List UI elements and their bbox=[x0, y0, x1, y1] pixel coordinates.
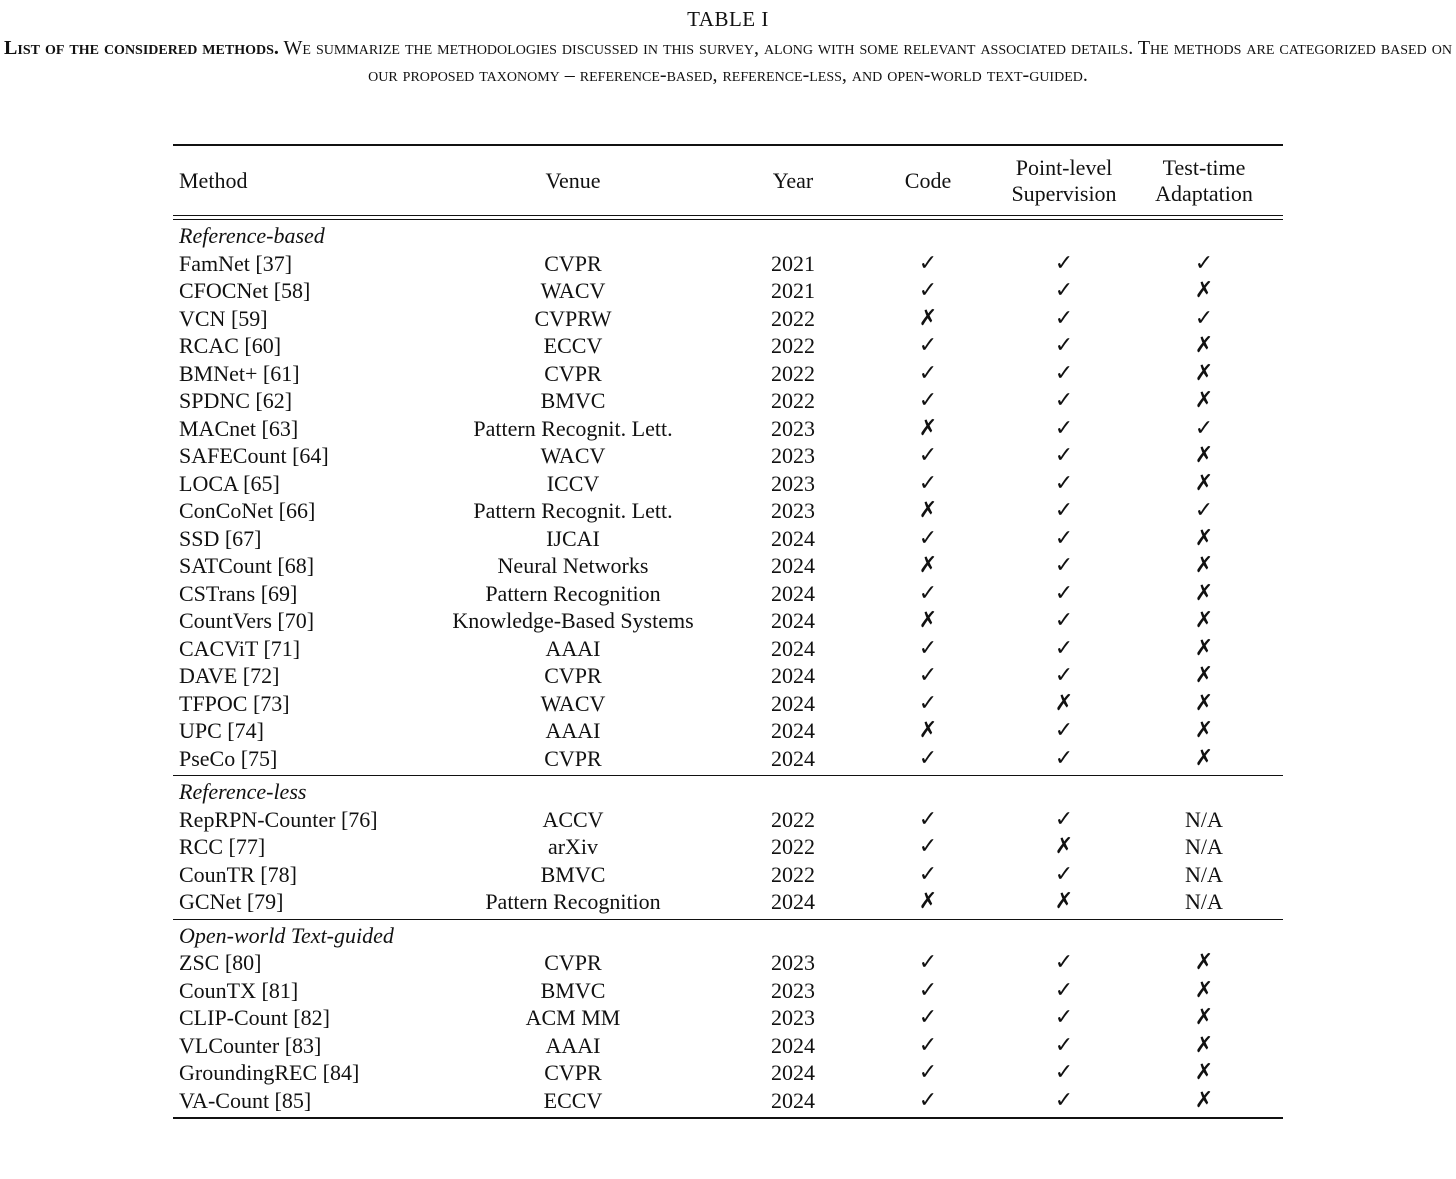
cell-year: 2022 bbox=[771, 806, 815, 832]
header-point-line1: Point-level bbox=[1015, 154, 1113, 180]
cell-year: 2024 bbox=[771, 608, 815, 633]
table-row bbox=[173, 305, 1283, 333]
cell-point-level-supervision: ✓ bbox=[1054, 608, 1074, 633]
cell-point-level-supervision: ✗ bbox=[1054, 834, 1074, 859]
cell-code: ✗ bbox=[918, 553, 938, 578]
table-row bbox=[173, 497, 1283, 525]
cell-code: ✓ bbox=[918, 861, 938, 887]
cell-test-time-adaptation: ✓ bbox=[1194, 250, 1214, 276]
cell-venue: Neural Networks bbox=[497, 553, 649, 578]
cell-year: 2023 bbox=[771, 977, 815, 1003]
cell-venue: BMVC bbox=[540, 388, 606, 413]
cell-method: LOCA [65] bbox=[179, 470, 280, 496]
cell-venue: WACV bbox=[540, 690, 606, 716]
caption-text: We summarize the methodologies discussed in this survey, along with some relevant associated details. The methods are categorized based on our proposed taxonomy – reference-based, reference-less, and open-world text-guided. bbox=[278, 37, 1452, 86]
cell-code: ✓ bbox=[918, 470, 938, 496]
table-row bbox=[173, 552, 1283, 580]
cell-venue: CVPRW bbox=[534, 305, 612, 331]
cell-point-level-supervision: ✓ bbox=[1054, 553, 1074, 578]
cell-year: 2022 bbox=[771, 834, 815, 859]
header-rule-1 bbox=[173, 215, 1283, 216]
bottom-rule bbox=[173, 1117, 1283, 1119]
table-row bbox=[173, 1032, 1283, 1060]
cell-test-time-adaptation: ✗ bbox=[1194, 1032, 1214, 1058]
table-row bbox=[173, 1004, 1283, 1032]
cell-test-time-adaptation: ✗ bbox=[1194, 333, 1214, 358]
cell-venue: ICCV bbox=[546, 470, 600, 496]
table-body bbox=[173, 220, 1283, 1119]
cell-year: 2024 bbox=[771, 889, 815, 914]
cell-code: ✓ bbox=[918, 333, 938, 358]
cell-venue: AAAI bbox=[545, 718, 601, 743]
section-title: Reference-based bbox=[179, 223, 325, 248]
header-test-time-adaptation bbox=[1125, 155, 1283, 207]
cell-method: CounTR [78] bbox=[179, 861, 297, 887]
table-row bbox=[173, 470, 1283, 498]
cell-year: 2024 bbox=[771, 580, 815, 606]
cell-method: DAVE [72] bbox=[179, 663, 280, 688]
cell-year: 2024 bbox=[771, 745, 815, 771]
cell-year: 2023 bbox=[771, 415, 815, 441]
table-row bbox=[173, 1059, 1283, 1087]
cell-point-level-supervision: ✓ bbox=[1054, 950, 1074, 975]
cell-method: UPC [74] bbox=[179, 718, 264, 743]
table-row bbox=[173, 1087, 1283, 1115]
cell-code: ✓ bbox=[918, 834, 938, 859]
table-row bbox=[173, 861, 1283, 889]
cell-code: ✓ bbox=[918, 1005, 938, 1030]
cell-point-level-supervision: ✓ bbox=[1054, 1060, 1074, 1085]
cell-code: ✗ bbox=[918, 889, 938, 914]
cell-code: ✓ bbox=[918, 278, 938, 303]
cell-code: ✓ bbox=[918, 690, 938, 716]
cell-test-time-adaptation: ✗ bbox=[1194, 690, 1214, 716]
cell-test-time-adaptation: ✗ bbox=[1194, 745, 1214, 771]
cell-method: VLCounter [83] bbox=[179, 1032, 322, 1058]
cell-method: CACViT [71] bbox=[179, 635, 301, 661]
cell-venue: ACM MM bbox=[525, 1005, 621, 1030]
header-venue: Venue bbox=[545, 167, 601, 193]
table-row bbox=[173, 277, 1283, 305]
table-row bbox=[173, 717, 1283, 745]
cell-code: ✓ bbox=[918, 745, 938, 771]
cell-point-level-supervision: ✓ bbox=[1054, 498, 1074, 523]
table-label: TABLE I bbox=[687, 7, 769, 31]
cell-venue: ACCV bbox=[542, 806, 604, 832]
cell-point-level-supervision: ✓ bbox=[1054, 305, 1074, 331]
caption-bold: List of the considered methods. bbox=[4, 37, 279, 59]
cell-venue: Pattern Recognit. Lett. bbox=[473, 498, 673, 523]
cell-year: 2023 bbox=[771, 1005, 815, 1030]
cell-point-level-supervision: ✓ bbox=[1054, 1087, 1074, 1113]
cell-test-time-adaptation: ✗ bbox=[1194, 553, 1214, 578]
cell-code: ✗ bbox=[918, 415, 938, 441]
cell-year: 2024 bbox=[771, 690, 815, 716]
cell-method: CSTrans [69] bbox=[179, 580, 298, 606]
table-section bbox=[173, 220, 1283, 775]
cell-method: RepRPN-Counter [76] bbox=[179, 806, 378, 832]
cell-point-level-supervision: ✓ bbox=[1054, 525, 1074, 551]
cell-venue: Pattern Recognition bbox=[485, 580, 661, 606]
section-title: Reference-less bbox=[179, 779, 307, 804]
cell-code: ✓ bbox=[918, 580, 938, 606]
cell-method: CLIP-Count [82] bbox=[179, 1005, 330, 1030]
cell-code: ✓ bbox=[918, 525, 938, 551]
cell-method: RCAC [60] bbox=[179, 333, 282, 358]
cell-code: ✓ bbox=[918, 1032, 938, 1058]
cell-code: ✓ bbox=[918, 250, 938, 276]
table-row bbox=[173, 387, 1283, 415]
cell-venue: ECCV bbox=[543, 1087, 603, 1113]
cell-point-level-supervision: ✓ bbox=[1054, 470, 1074, 496]
cell-point-level-supervision: ✗ bbox=[1054, 690, 1074, 716]
header-test-line1: Test-time bbox=[1162, 154, 1246, 180]
cell-venue: Pattern Recognition bbox=[485, 889, 661, 914]
cell-method: GroundingREC [84] bbox=[179, 1060, 360, 1085]
cell-code: ✗ bbox=[918, 498, 938, 523]
table-row bbox=[173, 806, 1283, 834]
cell-test-time-adaptation: ✓ bbox=[1194, 415, 1214, 441]
cell-code: ✓ bbox=[918, 1087, 938, 1113]
header-test-line2: Adaptation bbox=[1155, 180, 1253, 206]
cell-venue: AAAI bbox=[545, 1032, 601, 1058]
cell-test-time-adaptation: N/A bbox=[1185, 861, 1223, 887]
header-code: Code bbox=[904, 167, 952, 193]
table-row bbox=[173, 949, 1283, 977]
cell-point-level-supervision: ✓ bbox=[1054, 745, 1074, 771]
cell-method: FamNet [37] bbox=[179, 250, 293, 276]
cell-year: 2024 bbox=[771, 635, 815, 661]
table-row bbox=[173, 332, 1283, 360]
table-row bbox=[173, 250, 1283, 278]
cell-test-time-adaptation: ✗ bbox=[1194, 1087, 1214, 1113]
header-point-level-supervision bbox=[1003, 155, 1125, 207]
cell-point-level-supervision: ✓ bbox=[1054, 250, 1074, 276]
cell-code: ✓ bbox=[918, 663, 938, 688]
cell-year: 2024 bbox=[771, 525, 815, 551]
cell-test-time-adaptation: ✗ bbox=[1194, 278, 1214, 303]
header-method: Method bbox=[179, 167, 248, 193]
cell-test-time-adaptation: ✗ bbox=[1194, 388, 1214, 413]
cell-point-level-supervision: ✓ bbox=[1054, 635, 1074, 661]
cell-year: 2024 bbox=[771, 553, 815, 578]
cell-point-level-supervision: ✗ bbox=[1054, 889, 1074, 914]
cell-venue: CVPR bbox=[544, 1060, 602, 1085]
cell-point-level-supervision: ✓ bbox=[1054, 278, 1074, 303]
cell-year: 2024 bbox=[771, 718, 815, 743]
cell-method: BMNet+ [61] bbox=[179, 360, 300, 386]
cell-year: 2022 bbox=[771, 333, 815, 358]
cell-method: VCN [59] bbox=[179, 305, 268, 331]
cell-test-time-adaptation: ✗ bbox=[1194, 1005, 1214, 1030]
cell-method: RCC [77] bbox=[179, 834, 266, 859]
cell-point-level-supervision: ✓ bbox=[1054, 333, 1074, 358]
cell-test-time-adaptation: ✗ bbox=[1194, 635, 1214, 661]
cell-test-time-adaptation: ✓ bbox=[1194, 498, 1214, 523]
cell-venue: CVPR bbox=[544, 663, 602, 688]
cell-method: GCNet [79] bbox=[179, 889, 284, 914]
table-section bbox=[173, 776, 1283, 919]
table-row bbox=[173, 977, 1283, 1005]
cell-venue: WACV bbox=[540, 278, 606, 303]
cell-venue: CVPR bbox=[544, 250, 602, 276]
table-row bbox=[173, 833, 1283, 861]
cell-test-time-adaptation: ✗ bbox=[1194, 360, 1214, 386]
cell-point-level-supervision: ✓ bbox=[1054, 443, 1074, 468]
cell-year: 2024 bbox=[771, 1060, 815, 1085]
cell-venue: Pattern Recognit. Lett. bbox=[473, 415, 673, 441]
cell-venue: BMVC bbox=[540, 861, 606, 887]
cell-point-level-supervision: ✓ bbox=[1054, 1005, 1074, 1030]
cell-point-level-supervision: ✓ bbox=[1054, 663, 1074, 688]
cell-point-level-supervision: ✓ bbox=[1054, 718, 1074, 743]
cell-test-time-adaptation: ✗ bbox=[1194, 1060, 1214, 1085]
table-row bbox=[173, 580, 1283, 608]
cell-test-time-adaptation: ✗ bbox=[1194, 443, 1214, 468]
cell-point-level-supervision: ✓ bbox=[1054, 806, 1074, 832]
cell-year: 2022 bbox=[771, 360, 815, 386]
cell-point-level-supervision: ✓ bbox=[1054, 415, 1074, 441]
cell-code: ✓ bbox=[918, 388, 938, 413]
cell-year: 2023 bbox=[771, 443, 815, 468]
cell-test-time-adaptation: ✗ bbox=[1194, 977, 1214, 1003]
cell-method: MACnet [63] bbox=[179, 415, 299, 441]
cell-year: 2024 bbox=[771, 1087, 815, 1113]
table-row bbox=[173, 360, 1283, 388]
cell-year: 2022 bbox=[771, 305, 815, 331]
cell-venue: Knowledge-Based Systems bbox=[452, 608, 694, 633]
cell-year: 2022 bbox=[771, 388, 815, 413]
table-row bbox=[173, 662, 1283, 690]
table-header bbox=[173, 146, 1283, 215]
cell-method: SPDNC [62] bbox=[179, 388, 293, 413]
header-point-line2: Supervision bbox=[1011, 180, 1117, 206]
header-year: Year bbox=[772, 167, 814, 193]
cell-venue: CVPR bbox=[544, 950, 602, 975]
cell-test-time-adaptation: ✗ bbox=[1194, 580, 1214, 606]
table-row bbox=[173, 442, 1283, 470]
table-row bbox=[173, 525, 1283, 553]
cell-method: SATCount [68] bbox=[179, 553, 315, 578]
cell-venue: arXiv bbox=[547, 834, 599, 859]
cell-year: 2023 bbox=[771, 498, 815, 523]
cell-test-time-adaptation: ✗ bbox=[1194, 608, 1214, 633]
cell-code: ✗ bbox=[918, 718, 938, 743]
cell-test-time-adaptation: ✗ bbox=[1194, 718, 1214, 743]
cell-test-time-adaptation: ✗ bbox=[1194, 950, 1214, 975]
cell-code: ✓ bbox=[918, 1060, 938, 1085]
cell-point-level-supervision: ✓ bbox=[1054, 861, 1074, 887]
cell-point-level-supervision: ✓ bbox=[1054, 388, 1074, 413]
cell-code: ✗ bbox=[918, 608, 938, 633]
cell-method: PseCo [75] bbox=[179, 745, 278, 771]
cell-method: CounTX [81] bbox=[179, 977, 299, 1003]
cell-year: 2023 bbox=[771, 950, 815, 975]
cell-method: CountVers [70] bbox=[179, 608, 315, 633]
cell-test-time-adaptation: ✗ bbox=[1194, 525, 1214, 551]
cell-year: 2022 bbox=[771, 861, 815, 887]
cell-point-level-supervision: ✓ bbox=[1054, 360, 1074, 386]
table-row bbox=[173, 745, 1283, 773]
cell-code: ✓ bbox=[918, 950, 938, 975]
table-section bbox=[173, 920, 1283, 1118]
cell-venue: CVPR bbox=[544, 745, 602, 771]
cell-code: ✓ bbox=[918, 360, 938, 386]
cell-method: CFOCNet [58] bbox=[179, 278, 311, 303]
cell-method: SSD [67] bbox=[179, 525, 262, 551]
cell-test-time-adaptation: ✗ bbox=[1194, 663, 1214, 688]
cell-method: ConCoNet [66] bbox=[179, 498, 316, 523]
cell-code: ✓ bbox=[918, 443, 938, 468]
cell-method: SAFECount [64] bbox=[179, 443, 329, 468]
cell-year: 2024 bbox=[771, 1032, 815, 1058]
section-title: Open-world Text-guided bbox=[179, 922, 394, 948]
methods-table bbox=[173, 144, 1283, 1119]
cell-year: 2021 bbox=[771, 250, 815, 276]
cell-venue: BMVC bbox=[540, 977, 606, 1003]
cell-venue: WACV bbox=[540, 443, 606, 468]
cell-venue: AAAI bbox=[545, 635, 601, 661]
cell-venue: ECCV bbox=[543, 333, 603, 358]
cell-code: ✓ bbox=[918, 806, 938, 832]
cell-venue: CVPR bbox=[544, 360, 602, 386]
cell-year: 2023 bbox=[771, 470, 815, 496]
table-row bbox=[173, 690, 1283, 718]
cell-year: 2024 bbox=[771, 663, 815, 688]
cell-method: VA-Count [85] bbox=[179, 1087, 312, 1113]
cell-code: ✓ bbox=[918, 977, 938, 1003]
cell-point-level-supervision: ✓ bbox=[1054, 580, 1074, 606]
cell-method: TFPOC [73] bbox=[179, 690, 290, 716]
cell-test-time-adaptation: ✓ bbox=[1194, 305, 1214, 331]
table-row bbox=[173, 415, 1283, 443]
cell-test-time-adaptation: N/A bbox=[1185, 806, 1223, 832]
cell-test-time-adaptation: N/A bbox=[1185, 889, 1223, 914]
table-caption bbox=[0, 35, 1456, 89]
cell-code: ✓ bbox=[918, 635, 938, 661]
cell-code: ✗ bbox=[918, 305, 938, 331]
cell-test-time-adaptation: N/A bbox=[1185, 834, 1223, 859]
cell-test-time-adaptation: ✗ bbox=[1194, 470, 1214, 496]
cell-year: 2021 bbox=[771, 278, 815, 303]
cell-venue: IJCAI bbox=[546, 525, 600, 551]
cell-point-level-supervision: ✓ bbox=[1054, 977, 1074, 1003]
table-row bbox=[173, 607, 1283, 635]
cell-method: ZSC [80] bbox=[179, 950, 262, 975]
table-row bbox=[173, 635, 1283, 663]
table-row bbox=[173, 888, 1283, 916]
cell-point-level-supervision: ✓ bbox=[1054, 1032, 1074, 1058]
